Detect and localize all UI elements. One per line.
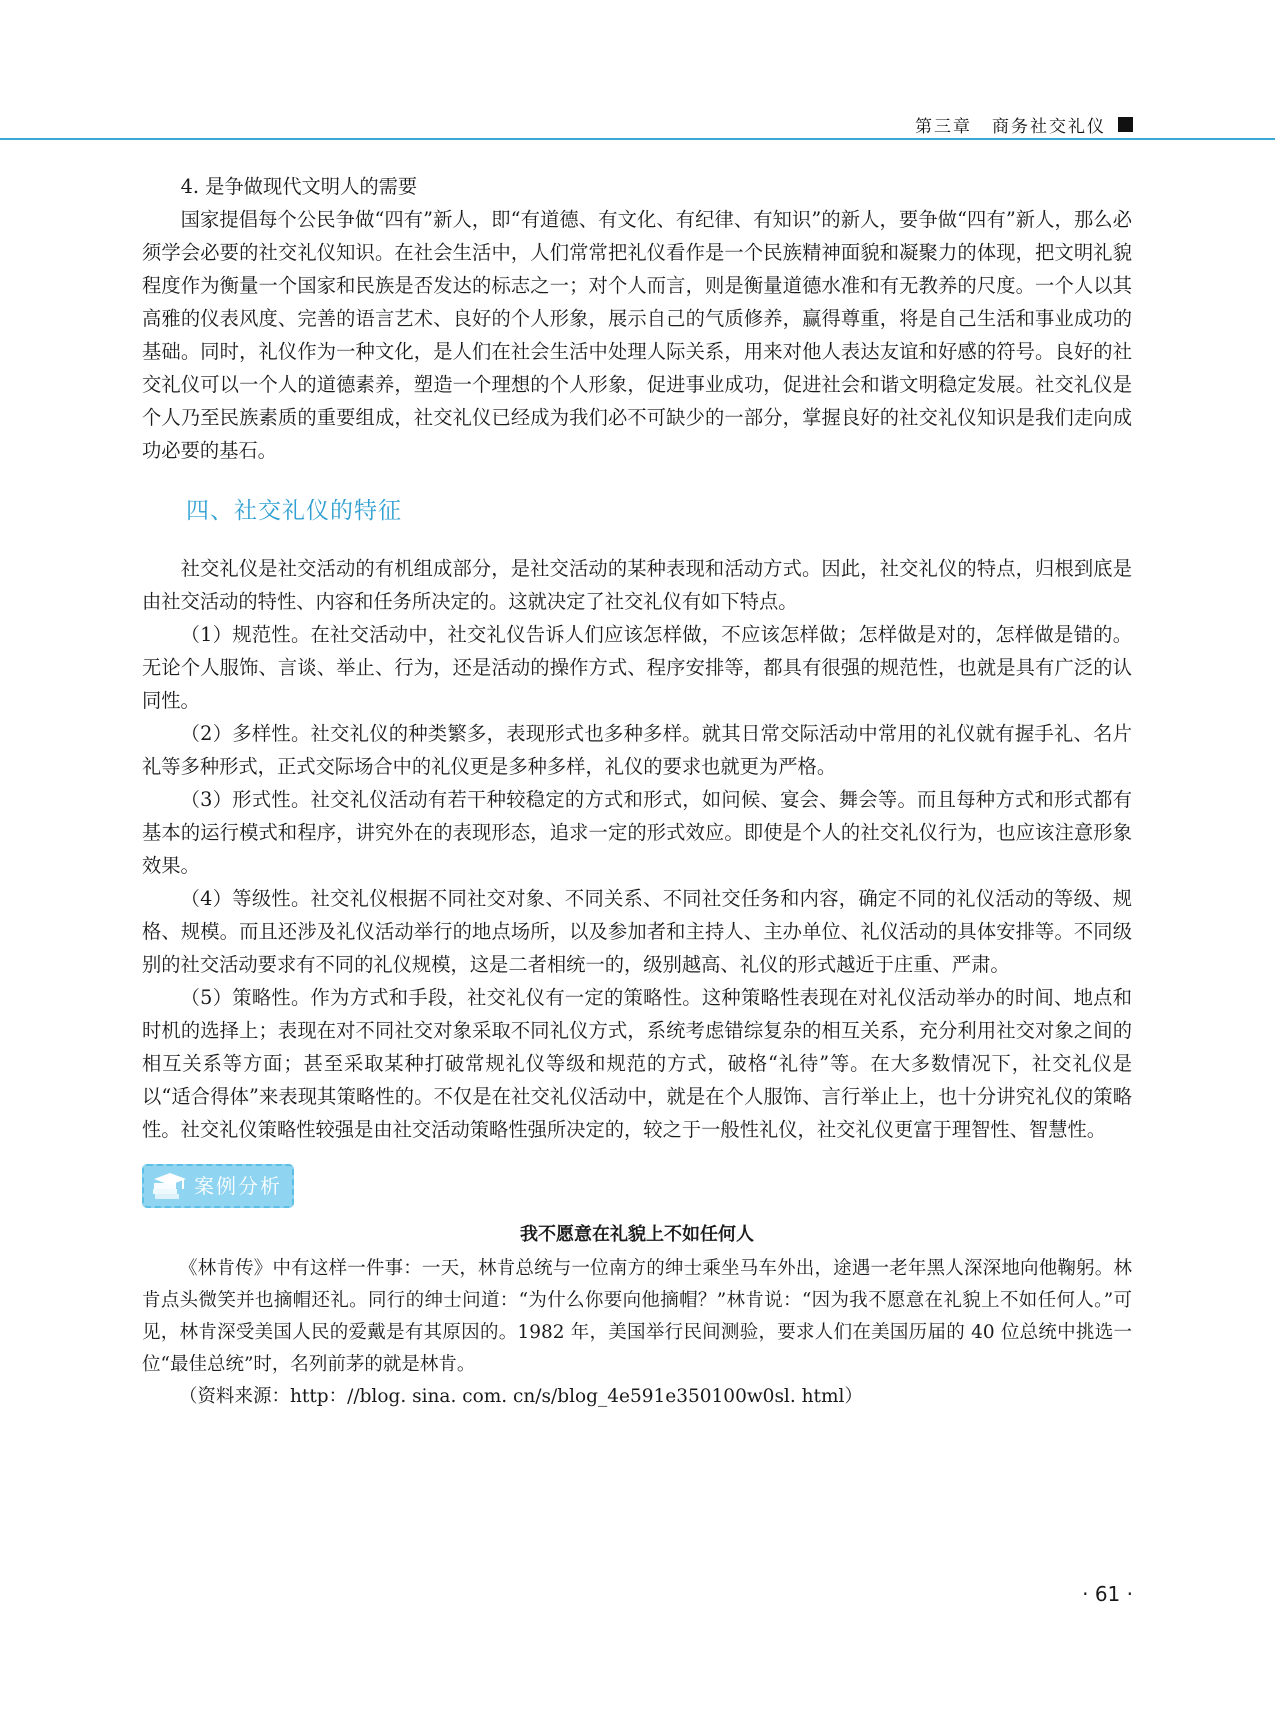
- feature-formality: （3）形式性。社交礼仪活动有若干种较稳定的方式和形式，如问候、宴会、舞会等。而且每种方式和形式都有基本的运行模式和程序，讲究外在的表现形态，追求一定的形式效应。即使是个人的社交礼仪行为，也应该注意形象效果。: [142, 788, 1132, 877]
- chapter-number: 第三章: [915, 117, 972, 137]
- running-head: [915, 112, 1133, 137]
- case-source: （资料来源：http：//blog. sina. com. cn/s/blog_4e591e350100w0sl. html）: [179, 1386, 863, 1407]
- case-paragraph: 《林肯传》中有这样一件事：一天，林肯总统与一位南方的绅士乘坐马车外出，途遇一老年黑人深深地向他鞠躬。林肯点头微笑并也摘帽还礼。同行的绅士问道：“为什么你要向他摘帽？”林肯说：“因为我不愿意在礼貌上不如任何人。”可见，林肯深受美国人民的爱戴是有其原因的。1982 年，美国举行民间测验，要求人们在美国历届的 40 位总统中挑选一位“最佳总统”时，名列前茅的就是林肯。: [142, 1258, 1132, 1375]
- case-badge-label: 案例分析: [194, 1173, 282, 1198]
- intro-subheading: 4. 是争做现代文明人的需要: [180, 175, 418, 198]
- books-icon: [150, 1169, 190, 1203]
- feature-diversity: （2）多样性。社交礼仪的种类繁多，表现形式也多种多样。就其日常交际活动中常用的礼仪就有握手礼、名片礼等多种形式，正式交际场合中的礼仪更是多种多样，礼仪的要求也就更为严格。: [142, 722, 1132, 778]
- page-number: · 61 ·: [1082, 1582, 1133, 1606]
- chapter-title: 商务社交礼仪: [992, 117, 1106, 137]
- section-paragraph: 社交礼仪是社交活动的有机组成部分，是社交活动的某种表现和活动方式。因此，社交礼仪的特点，归根到底是由社交活动的特性、内容和任务所决定的。这就决定了社交礼仪有如下特点。: [142, 557, 1132, 613]
- square-marker-icon: [1118, 117, 1133, 132]
- section-title: 四、社交礼仪的特征: [186, 498, 402, 524]
- header-rule: [0, 138, 1275, 140]
- page-body: [142, 170, 1132, 1413]
- case-body: [142, 1253, 1132, 1413]
- feature-strategy: （5）策略性。作为方式和手段，社交礼仪有一定的策略性。这种策略性表现在对礼仪活动举办的时间、地点和时机的选择上；表现在对不同社交对象采取不同礼仪方式，系统考虑错综复杂的相互关系，充分利用社交对象之间的相互关系等方面；甚至采取某种打破常规礼仪等级和规范的方式，破格“礼待”等。在大多数情况下，社交礼仪是以“适合得体”来表现其策略性的。不仅是在社交礼仪活动中，就是在个人服饰、言行举止上，也十分讲究礼仪的策略性。社交礼仪策略性较强是由社交活动策略性强所决定的，较之于一般性礼仪，社交礼仪更富于理智性、智慧性。: [142, 986, 1132, 1141]
- case-title: 我不愿意在礼貌上不如任何人: [520, 1224, 754, 1245]
- intro-paragraph: 国家提倡每个公民争做“四有”新人，即“有道德、有文化、有纪律、有知识”的新人，要争做“四有”新人，那么必须学会必要的社交礼仪知识。在社会生活中，人们常常把礼仪看作是一个民族精神面貌和凝聚力的体现，把文明礼貌程度作为衡量一个国家和民族是否发达的标志之一；对个人而言，则是衡量道德水准和有无教养的尺度。一个人以其高雅的仪表风度、完善的语言艺术、良好的个人形象，展示自己的气质修养，赢得尊重，将是自己生活和事业成功的基础。同时，礼仪作为一种文化，是人们在社会生活中处理人际关系，用来对他人表达友谊和好感的符号。良好的社交礼仪可以一个人的道德素养，塑造一个理想的个人形象，促进事业成功，促进社会和谐文明稳定发展。社交礼仪是个人乃至民族素质的重要组成，社交礼仪已经成为我们必不可缺少的一部分，掌握良好的社交礼仪知识是我们走向成功必要的基石。: [142, 208, 1132, 462]
- feature-normative: （1）规范性。在社交活动中，社交礼仪告诉人们应该怎样做，不应该怎样做；怎样做是对的，怎样做是错的。无论个人服饰、言谈、举止、行为，还是活动的操作方式、程序安排等，都具有很强的规范性，也就是具有广泛的认同性。: [142, 623, 1132, 712]
- case-analysis-badge: [142, 1164, 294, 1208]
- feature-hierarchy: （4）等级性。社交礼仪根据不同社交对象、不同关系、不同社交任务和内容，确定不同的礼仪活动的等级、规格、规模。而且还涉及礼仪活动举行的地点场所，以及参加者和主持人、主办单位、礼仪活动的具体安排等。不同级别的社交活动要求有不同的礼仪规模，这是二者相统一的，级别越高、礼仪的形式越近于庄重、严肃。: [142, 887, 1132, 976]
